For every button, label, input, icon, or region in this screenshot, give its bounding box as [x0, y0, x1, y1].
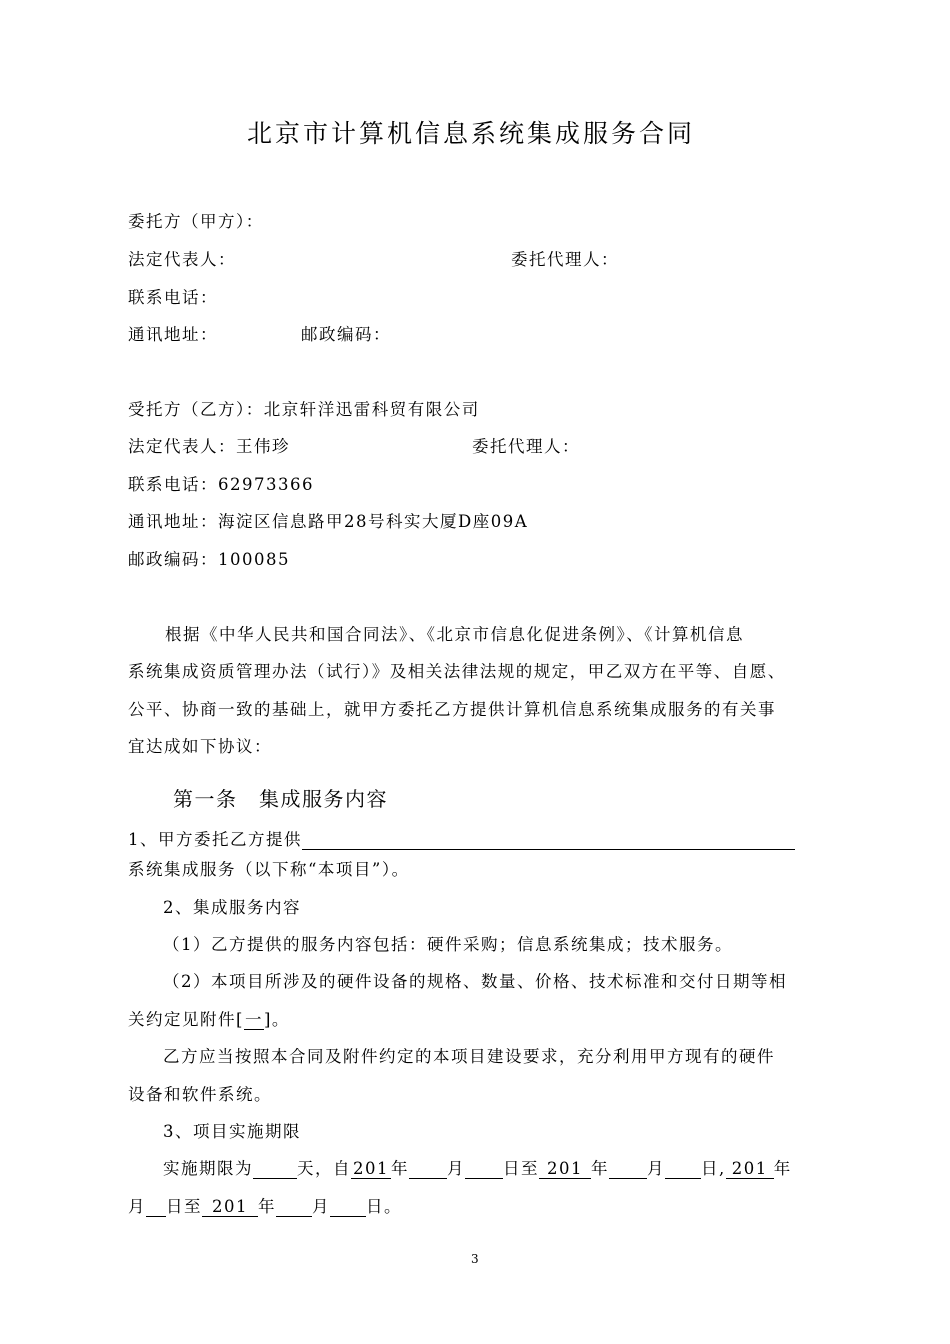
item-1-line [128, 826, 795, 850]
month-label: 月 [312, 1197, 330, 1216]
party-b-rep: 法定代表人：王伟珍 [128, 437, 290, 456]
day-label: 日, [701, 1159, 726, 1178]
day-to-label: 日至 [503, 1159, 539, 1178]
preamble-line-3: 公平、协商一致的基础上，就甲方委托乙方提供计算机信息系统集成服务的有关事 [128, 700, 776, 719]
party-b-address: 通讯地址：海淀区信息路甲28号科实大厦D座09A [128, 512, 529, 531]
day-end-label: 日至 [166, 1197, 202, 1216]
party-b-label: 受托方（乙方）：北京轩洋迅雷科贸有限公司 [128, 400, 480, 419]
start-month-blank [409, 1160, 447, 1179]
annex-suffix: ]。 [263, 1010, 290, 1029]
preamble-line-4: 宜达成如下协议： [128, 737, 272, 756]
end-year: 201 [539, 1160, 591, 1179]
item-3-heading: 3、项目实施期限 [163, 1122, 301, 1141]
party-a-rep-label: 法定代表人： [128, 250, 236, 269]
item-2-2-line-1: （2）本项目所涉及的硬件设备的规格、数量、价格、技术标准和交付日期等相 [163, 972, 787, 991]
start-day-blank [465, 1160, 503, 1179]
party-b-agent-label: 委托代理人： [472, 437, 580, 456]
period-line-2 [128, 1193, 402, 1217]
third-month-blank [276, 1198, 312, 1217]
period-day-unit: 天 [297, 1159, 315, 1178]
party-a-address-label: 通讯地址： [128, 325, 218, 344]
item-1-prefix: 1、甲方委托乙方提供 [128, 830, 302, 849]
month-label: 月 [647, 1159, 665, 1178]
third-day-blank [330, 1198, 366, 1217]
requirement-line-1: 乙方应当按照本合同及附件约定的本项目建设要求，充分利用甲方现有的硬件 [163, 1047, 775, 1066]
end-day-blank [665, 1160, 701, 1179]
item-2-1: （1）乙方提供的服务内容包括：硬件采购；信息系统集成；技术服务。 [163, 935, 733, 954]
preamble-line-2: 系统集成资质管理办法（试行）》及相关法律法规的规定，甲乙双方在平等、自愿、 [128, 662, 786, 681]
start-year: 201 [353, 1159, 389, 1178]
requirement-line-2: 设备和软件系统。 [128, 1085, 272, 1104]
item-1-suffix: 系统集成服务（以下称“本项目”）。 [128, 860, 410, 879]
month-label: 月 [128, 1197, 146, 1216]
service-blank [302, 831, 795, 850]
year-label: 年 [773, 1159, 792, 1178]
party-a-agent-label: 委托代理人： [511, 250, 619, 269]
item-2-2-line-2 [128, 1006, 290, 1030]
item-2-heading: 2、集成服务内容 [163, 898, 301, 917]
period-from: ，自 [315, 1159, 351, 1178]
period-line-1 [163, 1155, 792, 1179]
third-year: 201 [202, 1198, 258, 1217]
month-label: 月 [447, 1159, 465, 1178]
year-label: 年 [591, 1159, 609, 1178]
party-b-postcode: 邮政编码：100085 [128, 550, 290, 569]
document-title: 北京市计算机信息系统集成服务合同 [247, 119, 696, 148]
article-1-heading: 第一条 集成服务内容 [173, 787, 388, 811]
party-a-phone-label: 联系电话： [128, 288, 218, 307]
party-a-postcode-label: 邮政编码： [301, 325, 391, 344]
second-year: 201 [726, 1160, 774, 1179]
period-label: 实施期限为 [163, 1159, 253, 1178]
annex-prefix: 关约定见附件[ [128, 1010, 244, 1029]
end-label: 日。 [366, 1197, 402, 1216]
year-label: 年 [258, 1197, 276, 1216]
year-label: 年 [391, 1159, 409, 1178]
party-a-label: 委托方（甲方）： [128, 212, 264, 231]
period-days-blank [253, 1160, 297, 1179]
annex-number: 一 [244, 1010, 263, 1029]
second-day-blank [146, 1198, 166, 1217]
party-b-phone: 联系电话：62973366 [128, 475, 314, 494]
end-month-blank [609, 1160, 647, 1179]
preamble-line-1: 根据《中华人民共和国合同法》、《北京市信息化促进条例》、《计算机信息 [165, 625, 744, 644]
page-number: 3 [471, 1252, 479, 1266]
